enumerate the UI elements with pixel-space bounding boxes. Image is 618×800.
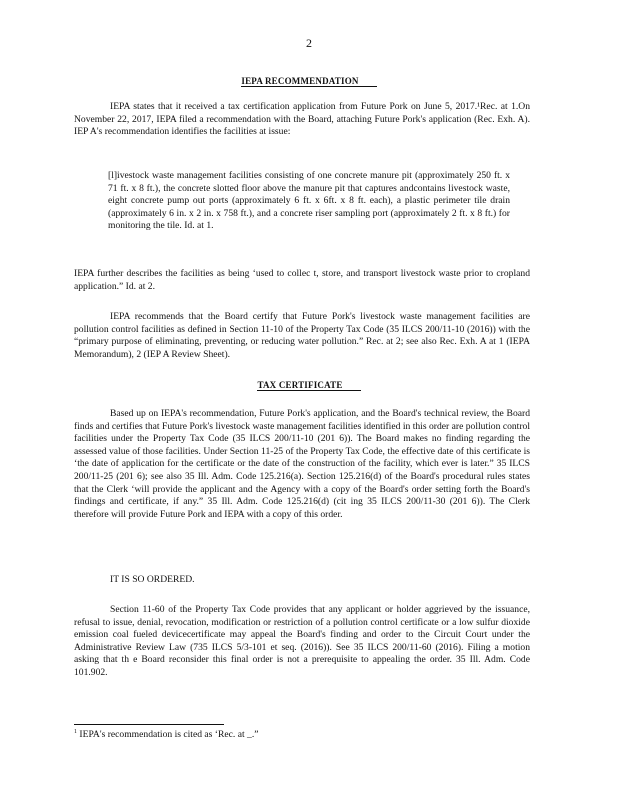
footnote-text: IEPA's recommendation is cited as ‘Rec. at _.”: [79, 729, 259, 741]
footnote-marker: 1: [74, 729, 77, 735]
paragraph-tax-certificate: Based up on IEPA's recommendation, Future Pork's application, and the Board's technical review, the Board finds and certifies that Future Pork's livestock waste management facilities identified in this order are pollution control facilities under the Property Tax Code (35 ILCS 200/11-10 (201 6)). The Board makes no finding regarding the assessed value of those facilities. Under Section 11-25 of the Property Tax Code, the effective date of this certificate is ‘the date of application for the certificate or the date of the construction of the facility, which ever is later.” 35 ILCS 200/11-25 (201 6); see also 35 Ill. Adm. Code 125.216(a). Section 125.216(d) of the Board's procedural rules states that the Clerk ‘will provide the applicant and the Agency with a copy of the Board's order setting forth the Board's findings and certificate, if any.” 35 Ill. Adm. Code 125.216(d) (cit ing 35 ILCS 200/11-30 (201 6)). The Clerk therefore will provide Future Pork and IEPA with a copy of this order.: [74, 408, 530, 520]
paragraph-iepa-recommends: IEPA recommends that the Board certify that Future Pork's livestock waste management facilities are pollution control facilities as defined in Section 11-10 of the Property Tax Code (35 ILCS 200/11-10 (2016)) with the “primary purpose of eliminating, preventing, or reducing water pollution.” Rec. at 2; see also Rec. Exh. A at 1 (IEPA Memorandum), 2 (IEP A Review Sheet).: [74, 311, 530, 360]
block-quote-facilities: [l]ivestock waste management facilities consisting of one concrete manure pit (approximately 250 ft. x 71 ft. x 8 ft.), the concrete slotted floor above the manure pit that captures andcontains livestock waste, eight concrete pump out ports (approximately 6 ft. x 6ft. x 8 ft. each), a plastic perimeter tile drain (approximately 6 in. x 2 in. x 758 ft.), and a concrete riser sampling port (approximately 2 ft. x 8 ft.) for monitoring the tile. Id. at 1.: [108, 170, 510, 232]
so-ordered-line: IT IS SO ORDERED.: [110, 574, 195, 585]
section-heading-tax-certificate: TAX CERTIFICATE: [0, 380, 618, 391]
footnote-separator: [74, 724, 224, 725]
page-number: 2: [306, 36, 312, 50]
footnote: [74, 729, 258, 740]
paragraph-appeal-rights: Section 11-60 of the Property Tax Code provides that any applicant or holder aggrieved by the issuance, refusal to issue, denial, revocation, modification or restriction of a pollution control certificate or a low sulfur dioxide emission coal fueled devicecertificate may appeal the Board's finding and order to the Circuit Court under the Administrative Review Law (735 ILCS 5/3-101 et seq. (2016)). See 35 ILCS 200/11-60 (2016). Filing a motion asking that th e Board reconsider this final order is not a prerequisite to appealing the order. 35 Ill. Adm. Code 101.902.: [74, 604, 530, 678]
paragraph-iepa-states: IEPA states that it received a tax certification application from Future Pork on June 5, 2017.¹Rec. at 1.On November 22, 2017, IEPA filed a recommendation with the Board, attaching Future Pork's application (Rec. Exh. A). IEP A's recommendation identifies the facilities at issue:: [74, 101, 530, 138]
paragraph-iepa-further-describes: IEPA further describes the facilities as being ‘used to collec t, store, and transport livestock waste prior to cropland application.” Id. at 2.: [74, 268, 530, 292]
section-heading-iepa-recommendation: IEPA RECOMMENDATION: [0, 76, 618, 87]
